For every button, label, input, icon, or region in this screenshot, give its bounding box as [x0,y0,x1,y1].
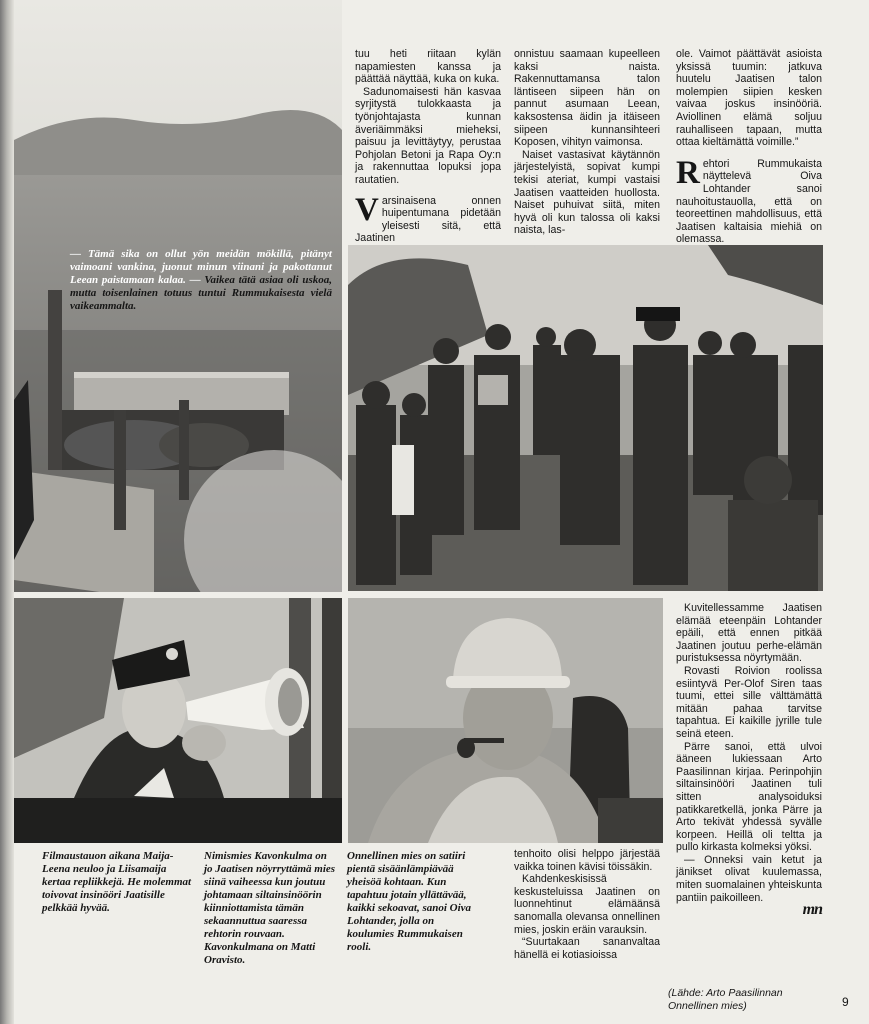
photo-caption-2: Nimismies Kavonkulma on jo Jaatisen nöyrryttämä mies siinä vaiheessa kun joutuu johtamaan siltainsinöörin kiinniottamista tämän sekaannuttua saaressa rehtorin rouvaan. Kavonkulmana on Matti Oravisto. [204,850,336,966]
paragraph: tuu heti riitaan kylän napamiesten kanssa ja päättää näyttää, kuka on kuka. [355,48,501,86]
drop-cap: V [355,191,379,228]
lake-photo-caption: — Tämä sika on ollut yön meidän mökillä, pitänyt vaimoani vankina, juonut minun viinani ja pakottanut Leean paistamaan kalaa. — Vaikea tätä asiaa oli uskoa, mutta toisenlainen totuus tuntui Rummukaisesta vielä vaikeammalta. [70,248,332,312]
crowd-photo [348,245,823,591]
paragraph-dropcap: Varsinaisena onnen huipentumana pidetään yleisesti sitä, että Jaatinen [355,191,501,245]
page-number: 9 [842,995,849,1009]
source-credit: (Lähde: Arto Paasilinnan Onnellinen mies) [668,987,783,1012]
author-signature: mn [802,901,822,919]
paragraph-dropcap: Rehtori Rummukaista näyttelevä Oiva Lohtander sanoi nauhoitustauolla, että on teoreettinen mahdollisuus, että Jaatisen kaltaisia miehiä on olemassa. [676,154,822,246]
photo-caption-3: Onnellinen mies on satiiri pientä sisäänlämpiävää yheisöä kohtaan. Kun tapahtuu jotain yllättävää, kaikki sekoavat, sanoi Oiva Lohtander, jolla on koulumies Rummukaisen rooli. [347,850,472,953]
binding-gutter [0,0,14,1024]
paragraph: Kuvitellessamme Jaatisen elämää eteenpäin Lohtander epäili, että ennen pitkää Jaatinen joutuu perhe-elämän puristuksessa nöyrtymään. [676,602,822,665]
paragraph: Rovasti Roivion roolissa esiintyvä Per-Olof Siren taas tuumi, ettei sille välttämättä mitään pahaa tarvitse tapahtua. Ei kaikille jyrille tule seinä eteen. [676,664,822,740]
photo-caption-1: Filmaustauon aikana Maija-Leena neuloo ja Liisamaija kertaa repliikkejä. He molemmat toivovat insinööri Jaatisille pelkkää hyvää. [42,850,192,914]
article-column-mid-bottom [514,848,660,961]
drop-cap: R [676,154,700,191]
article-column-1 [355,48,501,245]
paragraph: “Suurtakaan sananvaltaa hänellä ei kotiasioissa [514,936,660,961]
paragraph: Kahdenkeskisissä keskusteluissa Jaatinen on luonnehtinut elämäänsä sanomalla olevansa onnellinen mies, joskin eräin varauksin. [514,873,660,936]
article-column-right-bottom [676,602,822,917]
article-column-3 [676,48,822,246]
article-column-2 [514,48,660,237]
paragraph: Naiset vastasivat käytännön järjestelyistä, sopivat kumpi tekisi ateriat, kumpi vastaisi Jaatisen vaatteiden huollosta. Naiset puhuivat siitä, miten hyvä oli kun talossa oli kaksi naista, las- [514,148,660,237]
megaphone-officer-photo [14,598,342,843]
paragraph: onnistuu saamaan kupeelleen kaksi naista. Rakennuttamansa talon läntiseen siipeen hän on pannut asumaan Leean, kaksostensa äidin ja itäiseen siipeen kunnansihteeri Koposen, vihityn vaimonsa. [514,48,660,149]
paragraph: Pärre sanoi, että ulvoi ääneen lukiessaan Arto Paasilinnan kirjaa. Perinpohjin siltainsinööri Jaatinen tuli sitten analysoiduksi patikkaretkellä, jonka Pärre ja Arto tekivät yhdessä syvälle korpeen. Heillä oli teltta ja pullo kirkasta kolmeksi yöksi. [676,740,822,854]
paragraph: ole. Vaimot päättävät asioista yksissä tuumin: jatkuva huutelu Jaatisen talon molempien siipien kesken vaivaa joskus insinööriä. Aviollinen elämä soljuu rauhalliseen tapaan, mutta ottaa kieltämättä voimille.” [676,48,822,149]
paragraph: Sadunomaisesti hän kasvaa syrjitystä tulokkaasta ja työnjohtajasta kunnan äveriäimmäksi mieheksi, paisuu ja levittäytyy, perustaa Pohjolan Betoni ja Rapa Oy:n ja rakennuttaa lopuksi jopa rautatien. [355,85,501,186]
paragraph: — Onneksi vain ketut ja jänikset olivat kuulemassa, miten suomalainen yhteiskunta pantiin paikoilleen. [676,853,822,904]
helmet-pipe-man-photo [348,598,663,843]
paragraph: tenhoito olisi helppo järjestää vaikka toinen kävisi töissäkin. [514,848,660,873]
